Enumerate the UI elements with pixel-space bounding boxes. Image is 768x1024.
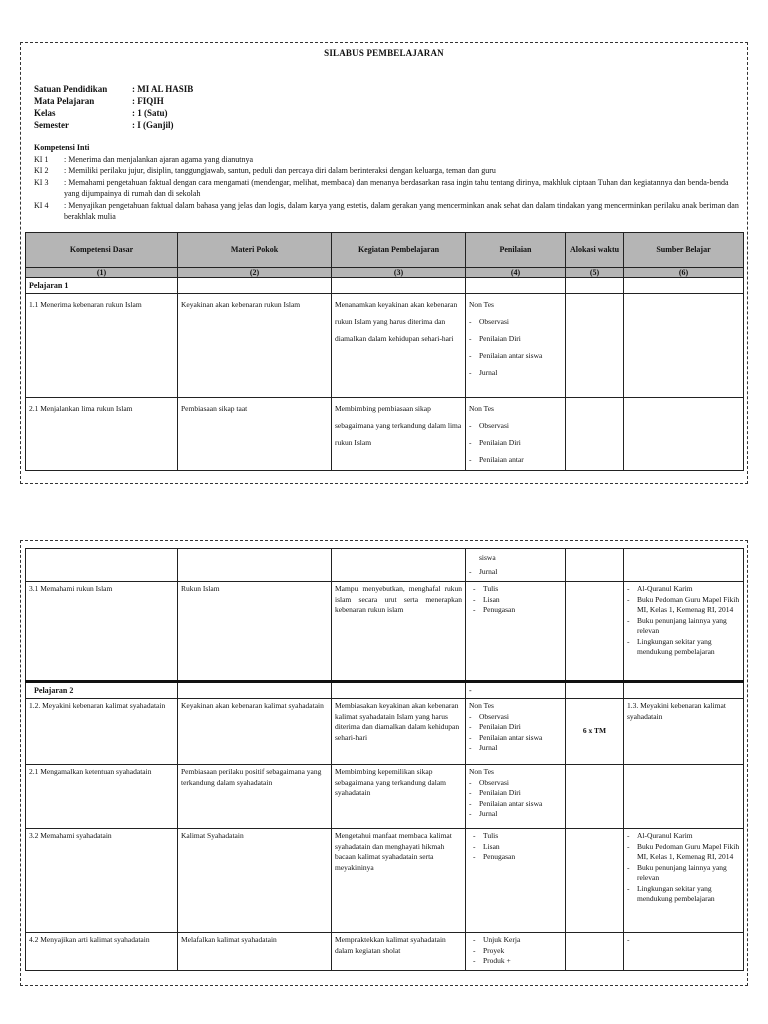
table-row: 3.2 Memahami syahadatain Kalimat Syahadatain Mengetahui manfaat membaca kalimat syahadatain dan menghayati hikmah bacaan kalimat syahadatain serta meyakininya - Tulis - Lisan - Penugasan - Al-Quranul Karim - Buku Pedoman Guru Mapel Fikih MI, Kelas 1, Kemenag RI, 2014 - Buku penunjang lainnya yang relevan - Lingkungan sekitar yang mendukung pembelajaran (26, 829, 744, 933)
col-header: Penilaian (466, 233, 566, 268)
meta-row: Semester : I (Ganjil) (34, 120, 174, 130)
meta-row: Mata Pelajaran : FIQIH (34, 96, 164, 106)
identity-block (34, 83, 193, 131)
table-row: 4.2 Menyajikan arti kalimat syahadatain Melafalkan kalimat syahadatain Mempraktekkan kalimat syahadatain dalam kegiatan sholat - Unjuk Kerja - Proyek - Produk + - (26, 933, 744, 971)
kompetensi-inti (34, 142, 742, 223)
table-row: siswa - Jurnal (26, 549, 744, 582)
table-row: 1.2. Meyakini kebenaran kalimat syahadatain Keyakinan akan kebenaran kalimat syahadatain Membiasakan keyakinan akan kebenaran kalimat syahadatain Islam yang harus diterima dan diamalkan dalam kehidupan sehari-hari Non Tes - Observasi - Penilaian Diri - Penilaian antar siswa - Jurnal 6 x TM 1.3. Meyakini kebenaran kalimat syahadatain (26, 699, 744, 765)
col-header: Kegiatan Pembelajaran (332, 233, 466, 268)
ki-heading: Kompetensi Inti (34, 143, 90, 152)
ki-item: KI 4 : Menyajikan pengetahuan faktual dalam bahasa yang jelas dan logis, dalam karya yang estetis, dalam gerakan yang mencerminkan anak sehat dan dalam tindakan yang mencerminkan perilaku anak beriman dan berakhlak mulia (34, 200, 739, 221)
col-header: Kompetensi Dasar (26, 233, 178, 268)
meta-row: Satuan Pendidikan : MI AL HASIB (34, 84, 194, 94)
ki-item: KI 2 : Memiliki perilaku jujur, disiplin, tanggungjawab, santun, peduli dan percaya diri dalam berinteraksi dengan keluarga, teman dan guru (34, 166, 496, 175)
syllabus-table-2 (25, 548, 744, 971)
table-row: 2.1 Menjalankan lima rukun Islam Pembiasaan sikap taat Membimbing pembiasaan sikap sebagaimana yang terkandung dalam lima rukun Islam Non Tes - Observasi - Penilaian Diri - Penilaian antar (26, 398, 744, 471)
table-row: 3.1 Memahami rukun Islam Rukun Islam Mampu menyebutkan, menghafal rukun islam secara urut serta menerapkan kebenaran rukun islam - Tulis - Lisan - Penugasan - Al-Quranul Karim - Buku Pedoman Guru Mapel Fikih MI, Kelas 1, Kemenag RI, 2014 - Buku penunjang lainnya yang relevan - Lingkungan sekitar yang mendukung pembelajaran (26, 582, 744, 682)
document-title: SILABUS PEMBELAJARAN (324, 48, 444, 58)
table-row: 2.1 Mengamalkan ketentuan syahadatain Pembiasaan perilaku positif sebagaimana yang terkandung dalam syahadatain Membimbing kepemilikan sikap sebagaimana yang terkandung dalam syahadatain Non Tes - Observasi - Penilaian Diri - Penilaian antar siswa - Jurnal (26, 765, 744, 829)
document-page-1 (20, 42, 748, 484)
document-page-2 (20, 540, 748, 986)
col-header: Sumber Belajar (624, 233, 744, 268)
table-row: 1.1 Menerima kebenaran rukun Islam Keyakinan akan kebenaran rukun Islam Menanamkan keyakinan akan kebenaran rukun Islam yang harus diterima dan diamalkan dalam kehidupan sehari-hari Non Tes - Observasi - Penilaian Diri - Penilaian antar siswa - Jurnal (26, 294, 744, 398)
syllabus-table-1 (25, 232, 744, 471)
ki-item: KI 1 : Menerima dan menjalankan ajaran agama yang dianutnya (34, 154, 254, 164)
column-number-row: (1) (2) (3) (4) (5) (6) (26, 268, 744, 278)
col-header: Materi Pokok (178, 233, 332, 268)
ki-item: KI 3 : Memahami pengetahuan faktual dengan cara mengamati (mendengar, melihat, membaca) dan menanya berdasarkan rasa ingin tahu tentang dirinya, makhluk ciptaan Tuhan dan kegiatannya dan benda-benda yang dijumpainya di rumah dan di sekolah (34, 177, 729, 198)
lesson-row: Pelajaran 2 - (26, 682, 744, 699)
table-header-row (26, 233, 744, 268)
col-header: Alokasi waktu (566, 233, 624, 268)
lesson-row: Pelajaran 1 (26, 278, 744, 294)
meta-row: Kelas : 1 (Satu) (34, 108, 168, 118)
